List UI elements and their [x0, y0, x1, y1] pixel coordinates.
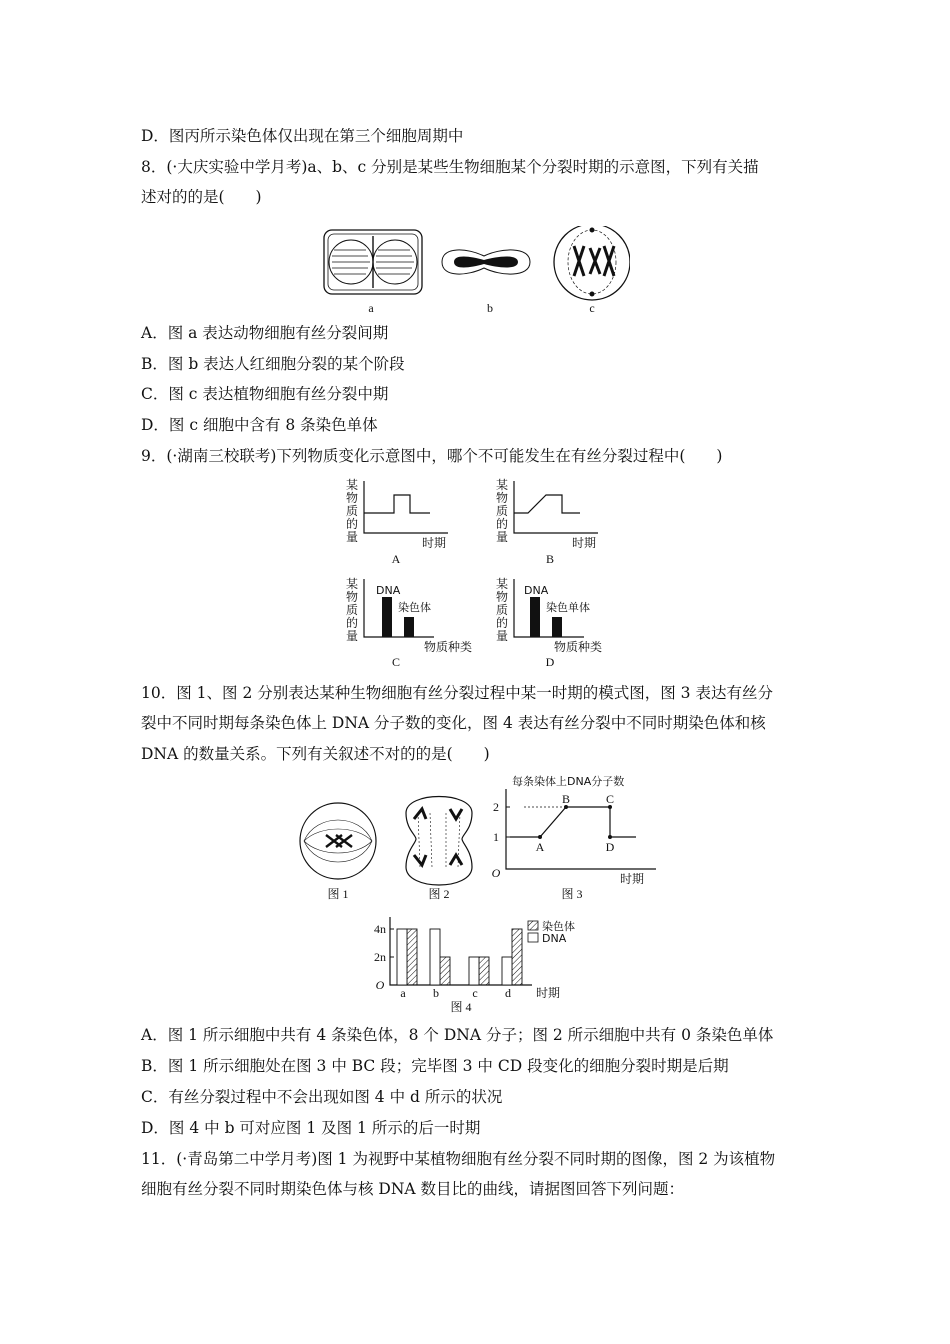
ylabel-char: 物 — [345, 491, 359, 505]
fig3-label: C — [605, 792, 615, 806]
question-11-line1: 11．(·青岛第二中学月考)图 1 为视野中某植物细胞有丝分裂不同时期的图像，图 2 为该植物 — [141, 1150, 776, 1168]
fig4-category: a — [400, 986, 406, 1000]
fig4-legend-swatch-chromosome — [528, 921, 538, 930]
fig4-category: b — [433, 986, 439, 1000]
fig4-ytick: 4n — [374, 922, 386, 936]
fig4-ytick: 2n — [374, 950, 386, 964]
option-c-q10: C．有丝分裂过程中不会出现如图 4 中 d 所示的状况 — [141, 1088, 503, 1106]
ylabel-char: 某 — [495, 577, 509, 591]
figure-q8 — [318, 226, 630, 316]
fig3-point-a — [538, 835, 542, 839]
ylabel-char: 的 — [495, 616, 509, 630]
fig3-xlabel: 时期 — [620, 872, 645, 886]
option-d-q10: D．图 4 中 b 可对应图 1 及图 1 所示的后一时期 — [141, 1119, 481, 1137]
bar-label: 染色单体 — [546, 601, 590, 614]
fig2-cell — [406, 797, 472, 886]
ylabel-char: 的 — [495, 517, 509, 531]
bar-chromatid — [552, 617, 562, 637]
figure-q9 — [340, 475, 640, 670]
ylabel-char: 质 — [495, 603, 509, 617]
panel-c — [346, 577, 472, 669]
question-8-line2: 述对的的是( ) — [141, 188, 262, 206]
panel-a — [346, 478, 448, 566]
fig4-category: d — [505, 986, 511, 1000]
question-10-line3: DNA 的数量关系。下列有关叙述不对的的是( ) — [141, 745, 490, 763]
fig3-ytick: 2 — [493, 800, 499, 814]
fig3-title: 每条染体上DNA分子数 — [512, 775, 625, 788]
bar-label: DNA — [524, 584, 549, 597]
cell-c-diagram — [554, 226, 630, 300]
ylabel-char: 质 — [345, 603, 359, 617]
panel-label: B — [545, 552, 555, 566]
fig4-legend-label: DNA — [542, 932, 567, 945]
bar-chromosome — [404, 617, 414, 637]
fig4-bar-chromosome-a — [407, 929, 417, 985]
ylabel-char: 某 — [345, 577, 359, 591]
ylabel-char: 质 — [345, 504, 359, 518]
fig4-bar-chromosome-d — [512, 929, 522, 985]
fig4-origin: O — [375, 978, 385, 992]
fig3-label: A — [535, 840, 545, 854]
ylabel-char: 量 — [345, 530, 359, 544]
ylabel-char: 量 — [495, 530, 509, 544]
panel-b — [496, 478, 598, 566]
ylabel-char: 物 — [495, 491, 509, 505]
xlabel-time: 时期 — [572, 536, 597, 550]
xlabel-kind: 物质种类 — [424, 640, 473, 654]
question-10-line1: 10．图 1、图 2 分别表达某种生物细胞有丝分裂过程中某一时期的模式图，图 3 表达有丝分 — [141, 684, 773, 702]
fig4-bar-dna-b — [430, 929, 440, 985]
fig3-ytick: 1 — [493, 830, 499, 844]
figure-q10 — [296, 773, 656, 1015]
option-d-q8: D．图 c 细胞中含有 8 条染色单体 — [141, 416, 378, 434]
caption-fig2: 图 2 — [428, 887, 450, 901]
fig3-label: B — [561, 792, 571, 806]
fig3-line — [510, 807, 636, 837]
xlabel-kind: 物质种类 — [554, 640, 603, 654]
caption-fig1: 图 1 — [327, 887, 349, 901]
fig4-bar-dna-c — [469, 957, 479, 985]
question-8-line1: 8．(·大庆实验中学月考)a、b、c 分别是某些生物细胞某个分裂时期的示意图，下列有关描 — [141, 158, 759, 176]
ylabel-char: 某 — [345, 478, 359, 492]
bar-dna — [530, 597, 540, 637]
fig4-xlabel: 时期 — [536, 986, 561, 1000]
ylabel-char: 质 — [495, 504, 509, 518]
panel-d — [496, 577, 602, 669]
fig3-origin: O — [491, 866, 501, 880]
fig3-chart — [492, 774, 656, 886]
ylabel-char: 某 — [495, 478, 509, 492]
ylabel-char: 物 — [345, 590, 359, 604]
ylabel-char: 的 — [345, 616, 359, 630]
fig4-bar-dna-a — [397, 929, 407, 985]
fig3-label: D — [605, 840, 615, 854]
panel-label: A — [391, 552, 401, 566]
panel-label: D — [545, 655, 555, 669]
question-10-line2: 裂中不同时期每条染色体上 DNA 分子数的变化，图 4 表达有丝分裂中不同时期染色体和核 — [141, 714, 766, 732]
ylabel-char: 物 — [495, 590, 509, 604]
fig1-cell — [300, 803, 376, 879]
fig4-category: c — [472, 986, 478, 1000]
option-b-q10: B．图 1 所示细胞处在图 3 中 BC 段；完毕图 3 中 CD 段变化的细胞分裂时期是后期 — [141, 1057, 729, 1075]
bar-dna — [382, 597, 392, 637]
option-d-q7: D．图丙所示染色体仅出现在第三个细胞周期中 — [141, 127, 464, 145]
option-c-q8: C．图 c 表达植物细胞有丝分裂中期 — [141, 385, 389, 403]
fig4-legend-label: 染色体 — [542, 920, 575, 933]
caption-fig4: 图 4 — [450, 1000, 472, 1014]
label-c: c — [589, 301, 595, 315]
question-9: 9．(·湖南三校联考)下列物质变化示意图中，哪个不可能发生在有丝分裂过程中( ) — [141, 447, 723, 465]
fig4-legend-swatch-dna — [528, 933, 538, 942]
fig4-bar-chromosome-b — [440, 957, 450, 985]
option-a-q8: A．图 a 表达动物细胞有丝分裂间期 — [141, 324, 389, 342]
caption-fig3: 图 3 — [561, 887, 583, 901]
label-b: b — [487, 301, 493, 315]
ylabel-char: 量 — [495, 629, 509, 643]
option-a-q10: A．图 1 所示细胞中共有 4 条染色体，8 个 DNA 分子；图 2 所示细胞中共有 0 条染色单体 — [141, 1026, 774, 1044]
panel-label: C — [391, 655, 401, 669]
option-b-q8: B．图 b 表达人红细胞分裂的某个阶段 — [141, 355, 405, 373]
cell-b-diagram — [442, 250, 530, 274]
fig4-bars — [397, 929, 522, 985]
xlabel-time: 时期 — [422, 536, 447, 550]
bar-label: 染色体 — [398, 601, 431, 614]
cell-a-diagram — [324, 230, 422, 294]
fig4-bar-dna-d — [502, 957, 512, 985]
fig3-point-d — [608, 835, 612, 839]
label-a: a — [368, 301, 374, 315]
ylabel-char: 的 — [345, 517, 359, 531]
ylabel-char: 量 — [345, 629, 359, 643]
fig4-bar-chromosome-c — [479, 957, 489, 985]
bar-label: DNA — [376, 584, 401, 597]
question-11-line2: 细胞有丝分裂不同时期染色体与核 DNA 数目比的曲线，请据图回答下列问题： — [141, 1180, 685, 1198]
fig4-chart — [374, 917, 575, 1000]
